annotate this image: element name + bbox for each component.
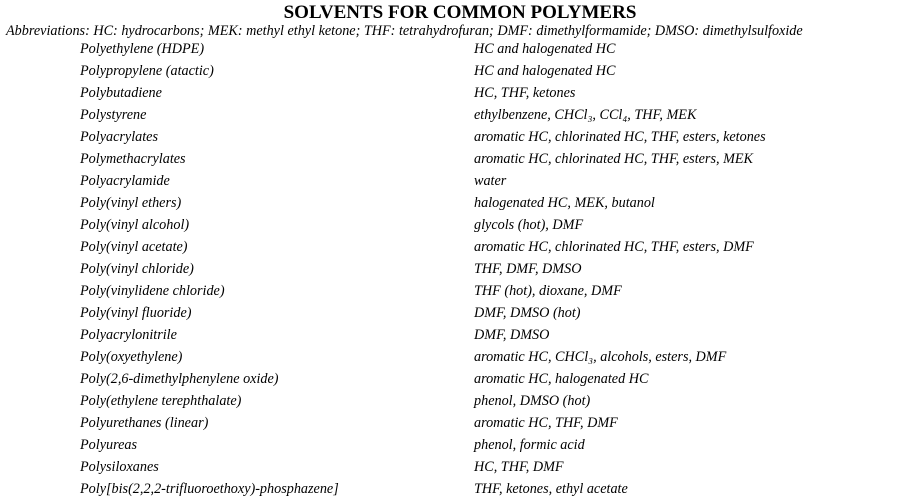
table-row [0,280,920,302]
solvent-list: HC, THF, DMF [474,459,564,475]
polymer-name: Poly[bis(2,2,2-trifluoroethoxy)-phosphazene] [80,481,339,497]
polymer-name: Poly(vinyl acetate) [80,239,188,255]
polymer-name: Polyethylene (HDPE) [80,41,205,57]
solvent-list: phenol, DMSO (hot) [474,393,591,409]
table-row [0,412,920,434]
polymer-name: Polyacrylamide [80,173,170,189]
solvent-list: water [474,173,507,189]
table-row [0,456,920,478]
solvent-list: DMF, DMSO (hot) [474,305,581,321]
table-row [0,302,920,324]
solvent-list: aromatic HC, chlorinated HC, THF, esters, ketones [474,129,766,145]
table-row [0,346,920,368]
abbreviations-line: Abbreviations: HC: hydrocarbons; MEK: methyl ethyl ketone; THF: tetrahydrofuran; DMF: dimethylformamide; DMSO: dimethylsulfoxide [6,23,803,39]
polymer-name: Polyacrylates [80,129,159,145]
polymer-name: Poly(vinyl fluoride) [80,305,192,321]
solvent-table [0,38,920,500]
polymer-name: Poly(oxyethylene) [80,349,183,365]
solvent-list: ethylbenzene, CHCl₃, CCl₄, THF, MEK [474,107,697,123]
table-row [0,214,920,236]
polymer-name: Polypropylene (atactic) [80,63,214,79]
table-row [0,192,920,214]
table-row [0,82,920,104]
solvent-list: THF, ketones, ethyl acetate [474,481,628,497]
solvent-list: HC and halogenated HC [474,41,616,57]
polymer-name: Polysiloxanes [80,459,159,475]
polymer-name: Polyurethanes (linear) [80,415,209,431]
solvent-list: aromatic HC, chlorinated HC, THF, esters, MEK [474,151,754,167]
table-row [0,148,920,170]
polymer-name: Poly(vinyl ethers) [80,195,182,211]
solvent-list: phenol, formic acid [474,437,585,453]
polymer-name: Polymethacrylates [80,151,186,167]
polymer-name: Polyureas [80,437,137,453]
document-title: SOLVENTS FOR COMMON POLYMERS [283,2,637,23]
polymer-name: Poly(2,6-dimethylphenylene oxide) [80,371,279,387]
table-row [0,170,920,192]
table-row [0,104,920,126]
table-row [0,236,920,258]
table-row [0,478,920,500]
solvent-list: DMF, DMSO [474,327,550,343]
polymer-name: Poly(vinylidene chloride) [80,283,225,299]
table-row [0,368,920,390]
table-row [0,434,920,456]
solvent-list: THF, DMF, DMSO [474,261,582,277]
table-row [0,38,920,60]
polymer-name: Polybutadiene [80,85,162,101]
table-row [0,324,920,346]
table-row [0,390,920,412]
table-row [0,60,920,82]
polymer-name: Poly(vinyl chloride) [80,261,194,277]
polymer-name: Polystyrene [80,107,147,123]
polymer-name: Poly(ethylene terephthalate) [80,393,242,409]
solvent-list: aromatic HC, THF, DMF [474,415,618,431]
solvent-list: THF (hot), dioxane, DMF [474,283,622,299]
table-row [0,126,920,148]
solvent-list: HC and halogenated HC [474,63,616,79]
polymer-name: Polyacrylonitrile [80,327,177,343]
polymer-name: Poly(vinyl alcohol) [80,217,190,233]
table-row [0,258,920,280]
solvent-list: aromatic HC, halogenated HC [474,371,649,387]
solvent-list: glycols (hot), DMF [474,217,584,233]
solvent-list: HC, THF, ketones [474,85,576,101]
solvent-list: halogenated HC, MEK, butanol [474,195,655,211]
solvent-list: aromatic HC, chlorinated HC, THF, esters, DMF [474,239,754,255]
solvent-list: aromatic HC, CHCl₃, alcohols, esters, DMF [474,349,727,365]
